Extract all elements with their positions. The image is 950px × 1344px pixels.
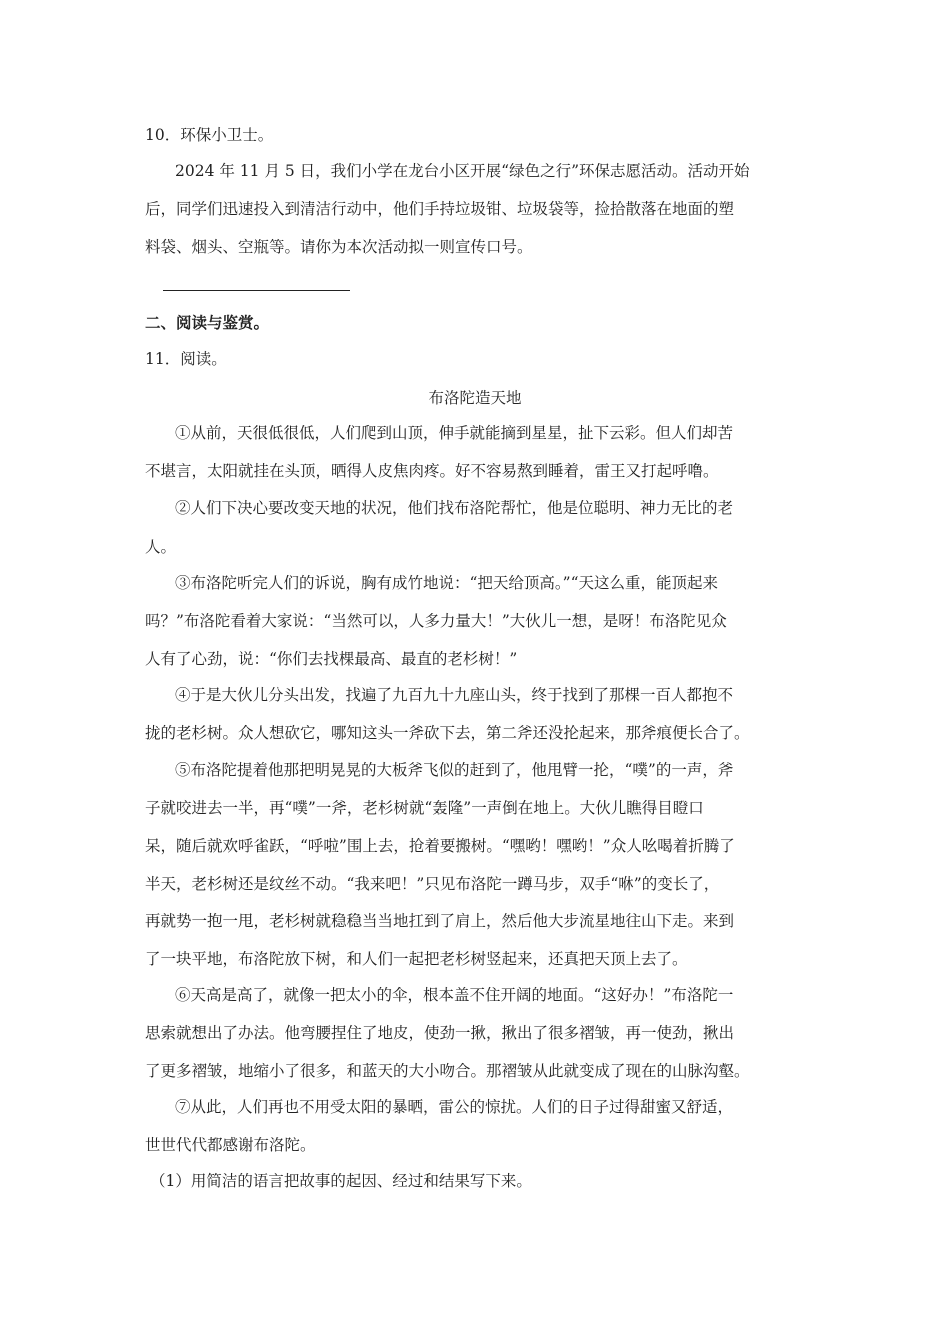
- para-4-line-2: 拢的老杉树。众人想砍它，哪知这头一斧砍下去，第二斧还没抡起来，那斧痕便长合了。: [145, 724, 750, 742]
- para-3-line-2: 吗？”布洛陀看着大家说：“当然可以，人多力量大！”大伙儿一想，是呀！布洛陀见众: [145, 612, 727, 630]
- q11-heading: 11．阅读。: [145, 350, 227, 368]
- para-7-line-2: 世世代代都感谢布洛陀。: [145, 1136, 316, 1154]
- q11-sub-question-1: （1）用简洁的语言把故事的起因、经过和结果写下来。: [150, 1172, 532, 1190]
- q10-heading: 10．环保小卫士。: [145, 126, 274, 144]
- para-3-line-3: 人有了心劲，说：“你们去找棵最高、最直的老杉树！”: [145, 650, 518, 668]
- section-2-heading: 二、阅读与鉴赏。: [145, 313, 270, 332]
- answer-blank-line: [163, 290, 350, 291]
- q10-line-2: 后，同学们迅速投入到清洁行动中，他们手持垃圾钳、垃圾袋等，捡拾散落在地面的塑: [145, 200, 735, 218]
- para-5-line-1: ⑤布洛陀提着他那把明晃晃的大板斧飞似的赶到了，他甩臂一抡，“噗”的一声，斧: [175, 761, 734, 779]
- para-6-line-2: 思索就想出了办法。他弯腰捏住了地皮，使劲一揪，揪出了很多褶皱，再一使劲，揪出: [145, 1024, 735, 1042]
- para-1-line-1: ①从前，天很低很低，人们爬到山顶，伸手就能摘到星星，扯下云彩。但人们却苦: [175, 424, 734, 442]
- para-1-line-2: 不堪言，太阳就挂在头顶，晒得人皮焦肉疼。好不容易熬到睡着，雷王又打起呼噜。: [145, 462, 719, 480]
- para-5-line-6: 了一块平地，布洛陀放下树，和人们一起把老杉树竖起来，还真把天顶上去了。: [145, 950, 688, 968]
- para-5-line-5: 再就势一抱一甩，老杉树就稳稳当当地扛到了肩上，然后他大步流星地往山下走。来到: [145, 912, 735, 930]
- q10-line-3: 料袋、烟头、空瓶等。请你为本次活动拟一则宣传口号。: [145, 238, 533, 256]
- para-5-line-2: 子就咬进去一半，再“噗”一斧，老杉树就“轰隆”一声倒在地上。大伙儿瞧得目瞪口: [145, 799, 704, 817]
- para-7-line-1: ⑦从此，人们再也不用受太阳的暴晒，雷公的惊扰。人们的日子过得甜蜜又舒适，: [175, 1098, 734, 1116]
- para-3-line-1: ③布洛陀听完人们的诉说，胸有成竹地说：“把天给顶高。”“天这么重，能顶起来: [175, 574, 719, 592]
- para-6-line-1: ⑥天高是高了，就像一把太小的伞，根本盖不住开阔的地面。“这好办！”布洛陀一: [175, 986, 734, 1004]
- para-6-line-3: 了更多褶皱，地缩小了很多，和蓝天的大小吻合。那褶皱从此就变成了现在的山脉沟壑。: [145, 1062, 750, 1080]
- para-5-line-3: 呆，随后就欢呼雀跃，“呼啦”围上去，抢着要搬树。“嘿哟！嘿哟！”众人吆喝着折腾了: [145, 837, 735, 855]
- para-2-line-2: 人。: [145, 538, 177, 556]
- para-4-line-1: ④于是大伙儿分头出发，找遍了九百九十九座山头，终于找到了那棵一百人都抱不: [175, 686, 734, 704]
- q10-line-1: 2024 年 11 月 5 日，我们小学在龙台小区开展“绿色之行”环保志愿活动。活动开始: [175, 162, 750, 180]
- para-2-line-1: ②人们下决心要改变天地的状况，他们找布洛陀帮忙，他是位聪明、神力无比的老: [175, 499, 734, 517]
- story-title: 布洛陀造天地: [428, 389, 522, 407]
- para-5-line-4: 半天，老杉树还是纹丝不动。“我来吧！”只见布洛陀一蹲马步，双手“咻”的变长了，: [145, 875, 720, 893]
